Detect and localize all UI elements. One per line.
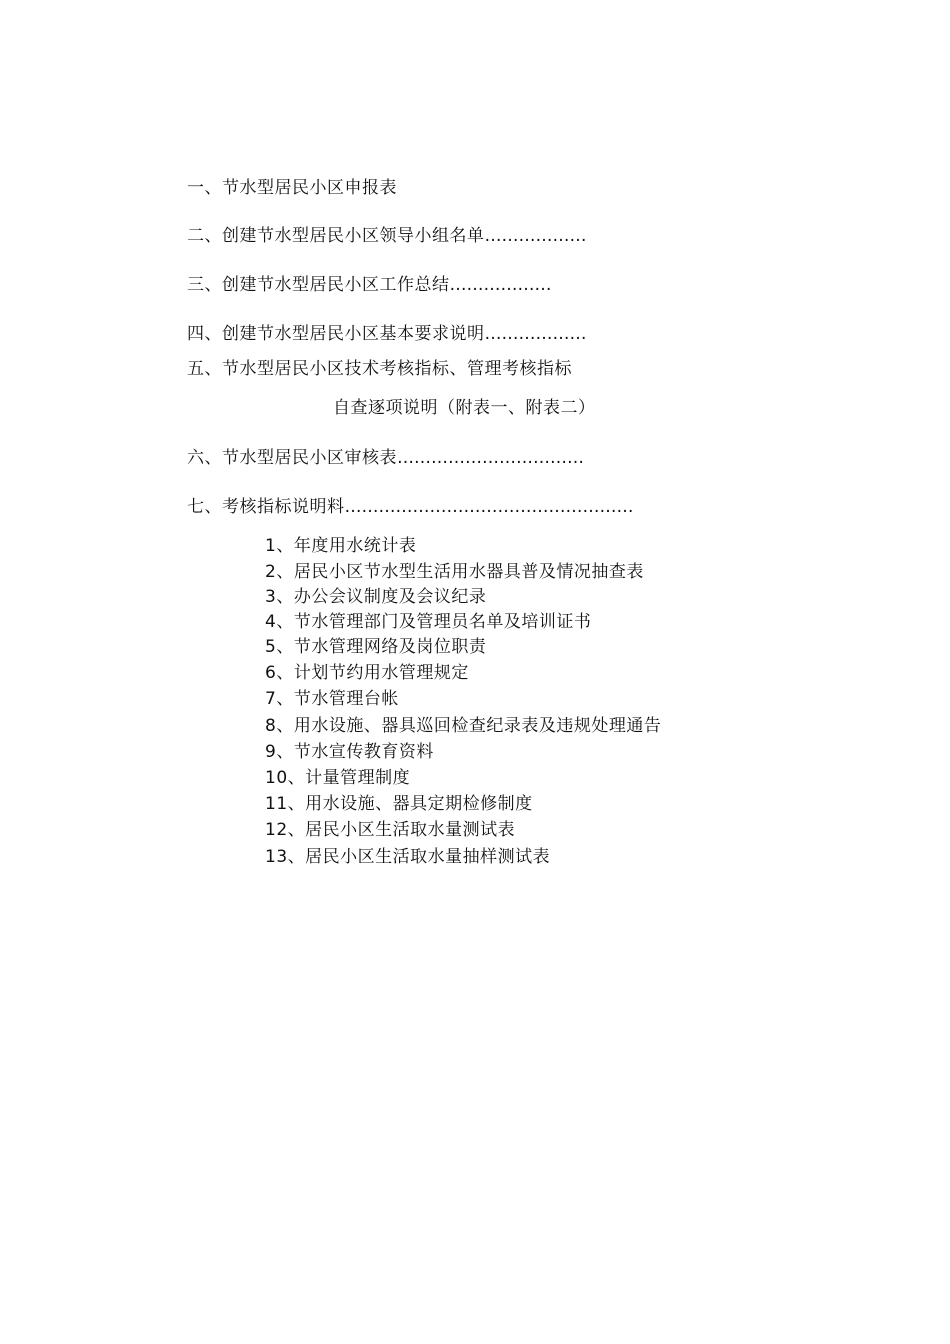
toc-item-label: 自查逐项说明（附表一、附表二） (333, 398, 596, 418)
toc-item-label: 一、节水型居民小区申报表 (187, 178, 397, 198)
toc-subitem: 13、居民小区生活取水量抽样测试表 (265, 847, 551, 867)
toc-subitem: 12、居民小区生活取水量测试表 (265, 820, 516, 840)
toc-item-label: 六、节水型居民小区审核表 (187, 448, 397, 468)
toc-subitem: 1、年度用水统计表 (265, 536, 417, 556)
toc-subitem: 7、节水管理台帐 (265, 689, 399, 709)
toc-subitem: 3、办公会议制度及会议纪录 (265, 587, 487, 607)
toc-leader: ……………… (449, 275, 552, 295)
toc-subitem: 6、计划节约用水管理规定 (265, 663, 469, 683)
toc-subitem: 2、居民小区节水型生活用水器具普及情况抽查表 (265, 562, 644, 582)
toc-item-label: 五、节水型居民小区技术考核指标、管理考核指标 (187, 359, 572, 379)
toc-leader: …………………………… (397, 448, 584, 468)
toc-item-7 (187, 496, 634, 518)
toc-leader: ……………… (484, 226, 587, 246)
toc-subitem: 5、节水管理网络及岗位职责 (265, 637, 487, 657)
toc-subitem: 4、节水管理部门及管理员名单及培训证书 (265, 612, 592, 632)
toc-item-label: 七、考核指标说明料 (187, 497, 345, 517)
toc-item-3 (187, 274, 552, 296)
toc-leader: …………………………………………… (344, 497, 634, 517)
toc-item-label: 三、创建节水型居民小区工作总结 (187, 275, 450, 295)
toc-item-5 (187, 358, 572, 380)
toc-item-2 (187, 225, 587, 247)
toc-item-label: 四、创建节水型居民小区基本要求说明 (187, 324, 485, 344)
toc-subitem: 11、用水设施、器具定期检修制度 (265, 794, 533, 814)
toc-item-label: 二、创建节水型居民小区领导小组名单 (187, 226, 485, 246)
toc-item-4 (187, 323, 587, 345)
toc-leader: ……………… (484, 324, 587, 344)
toc-item-1 (187, 177, 397, 199)
toc-subitem: 10、计量管理制度 (265, 768, 411, 788)
toc-item-6 (187, 447, 584, 469)
toc-subitem: 9、节水宣传教育资料 (265, 742, 434, 762)
toc-item-5-continuation (333, 397, 596, 419)
toc-subitem: 8、用水设施、器具巡回检查纪录表及违规处理通告 (265, 716, 662, 736)
